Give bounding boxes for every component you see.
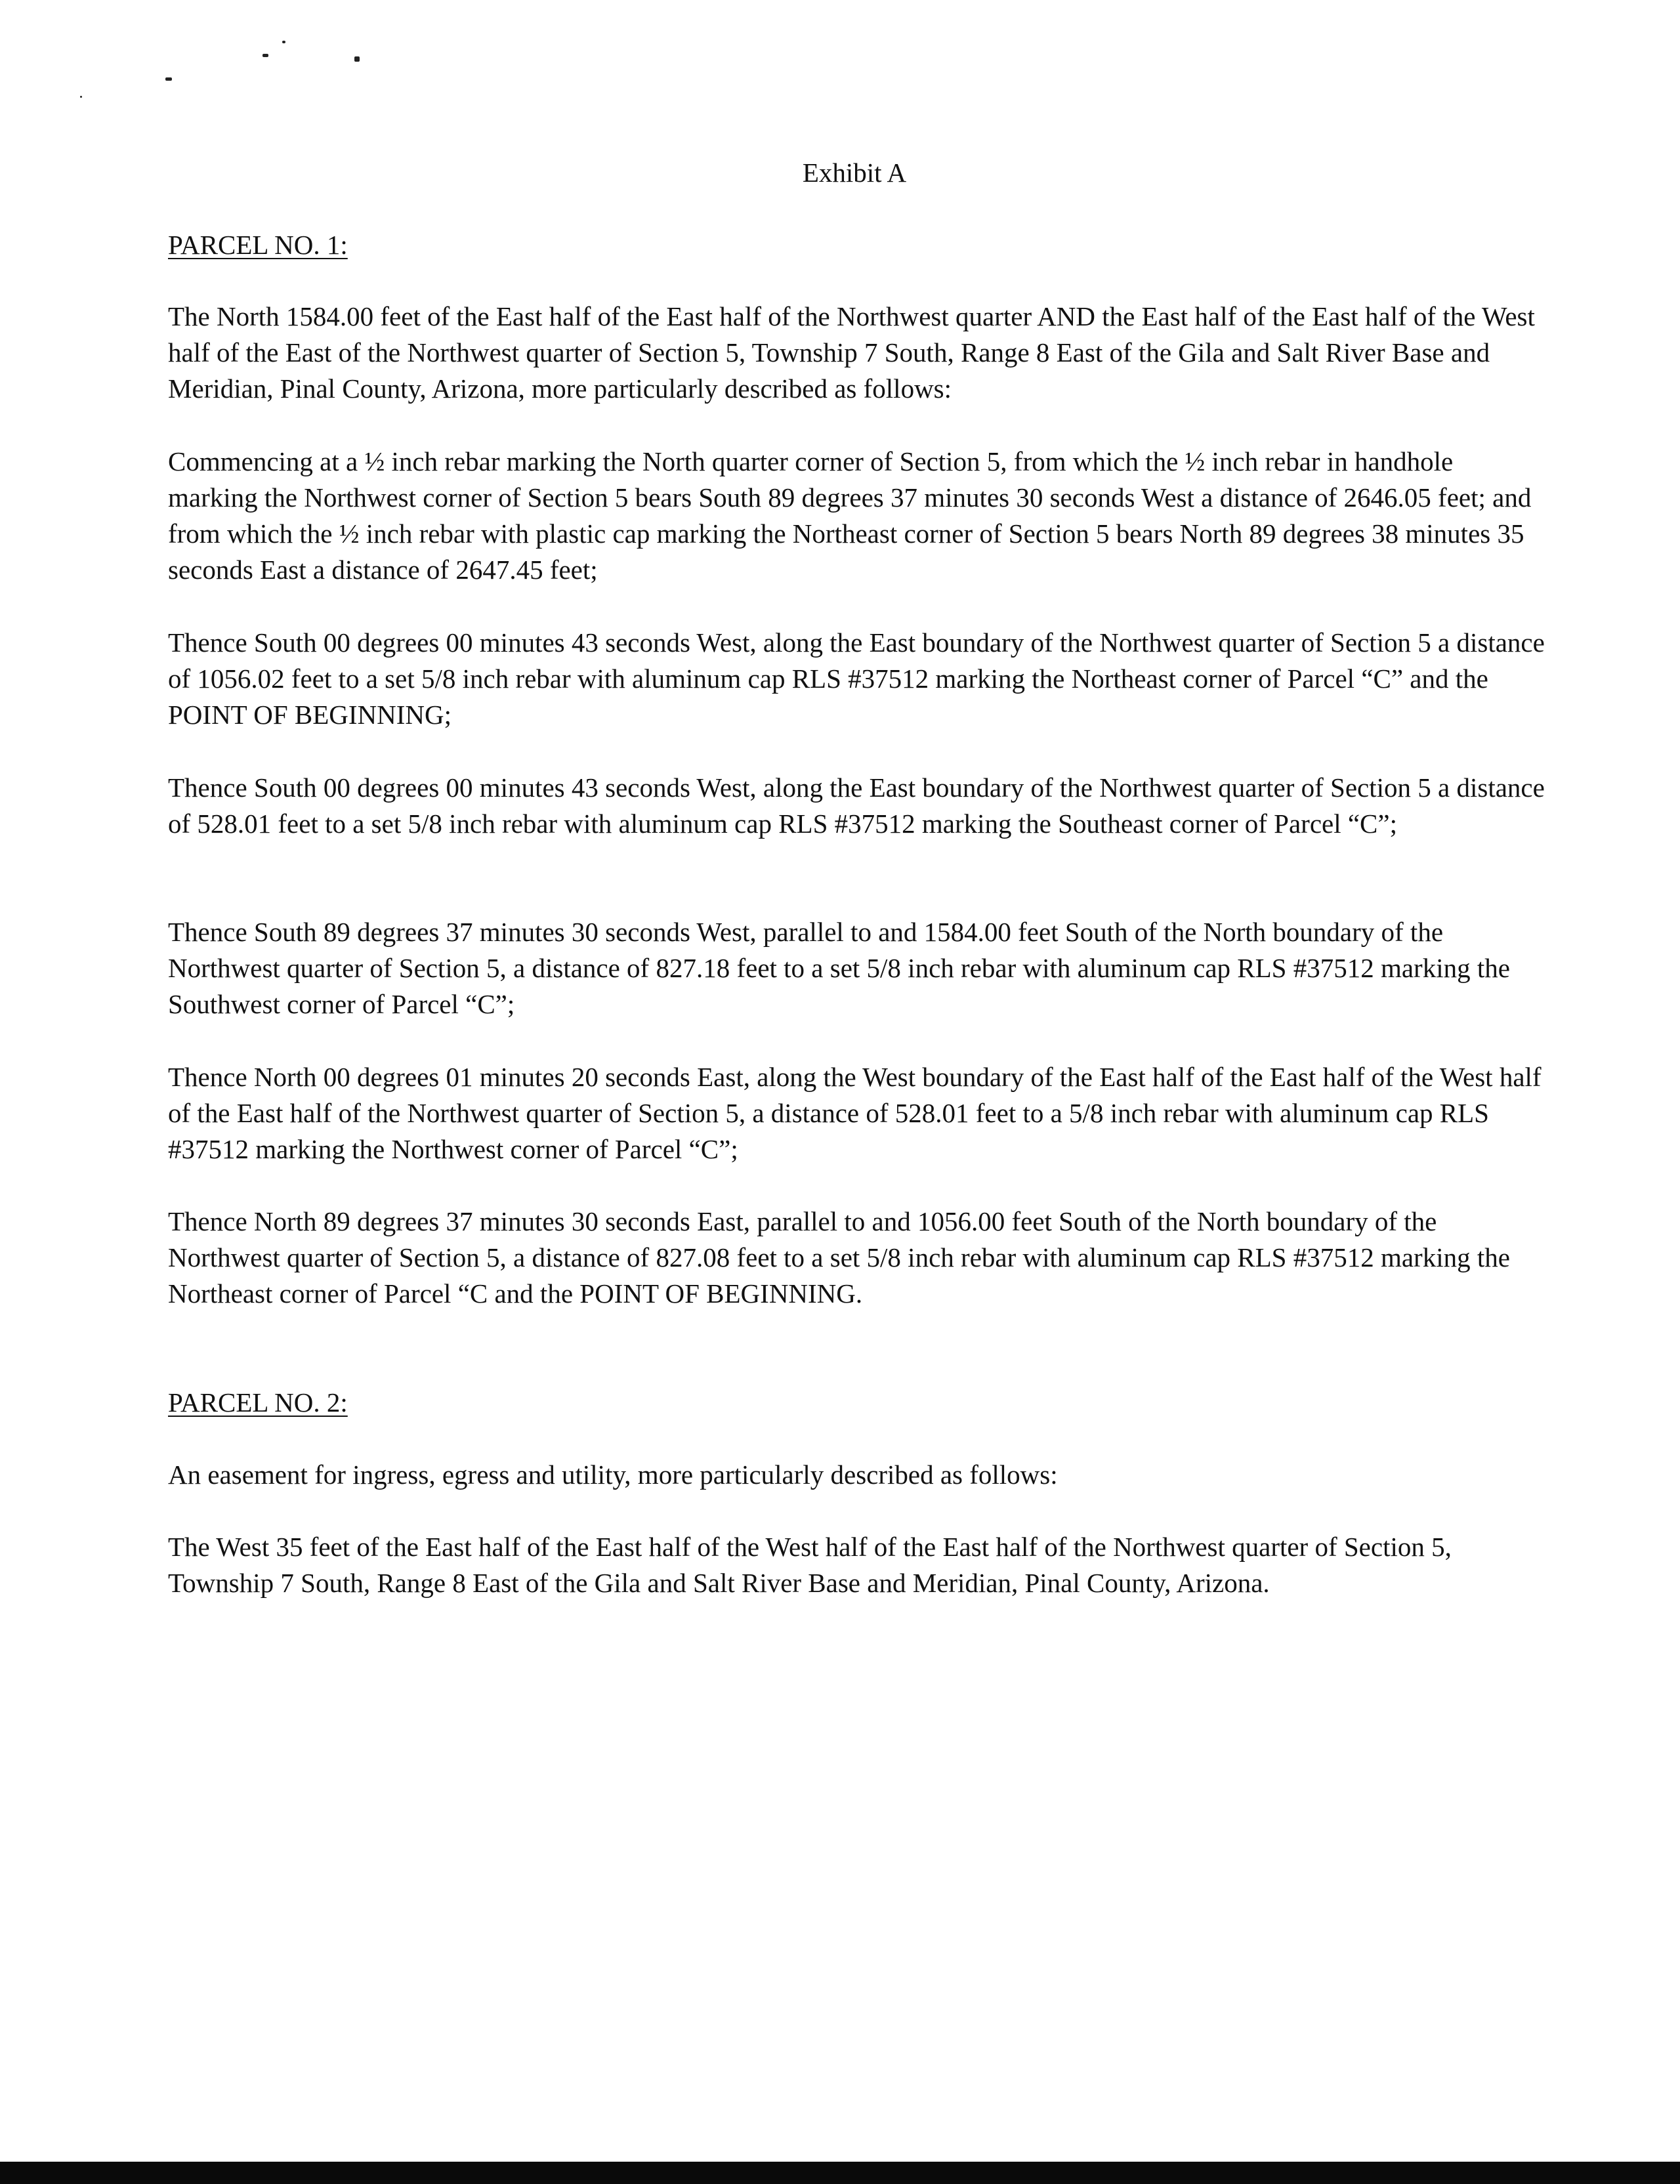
parcel-1-heading: PARCEL NO. 1: [168, 230, 348, 260]
parcel-2-paragraph: The West 35 feet of the East half of the East half of the West half of the East half of the Northwest quarter of Section 5, Township 7 South, Range 8 East of the Gila and Salt River Base and Meridian, Pinal County, Arizona. [168, 1532, 1452, 1598]
parcel-1-paragraph: The North 1584.00 feet of the East half of the East half of the Northwest quarter AND the East half of the East half of the West half of the East of the Northwest quarter of Section 5, Township 7 South, Range 8 East of the Gila and Salt River Base and Meridian, Pinal County, Arizona, more particularly described as follows: [168, 301, 1535, 404]
parcel-2-heading: PARCEL NO. 2: [168, 1387, 348, 1418]
parcel-2-paragraph: An easement for ingress, egress and utility, more particularly described as follows: [168, 1460, 1058, 1490]
scan-speck [80, 96, 82, 98]
scan-bottom-edge [0, 2162, 1680, 2184]
parcel-1-paragraph: Thence North 89 degrees 37 minutes 30 seconds East, parallel to and 1056.00 feet South of the North boundary of the Northwest quarter of Section 5, a distance of 827.08 feet to a set 5/8 inch rebar with aluminum cap RLS #37512 marking the Northeast corner of Parcel “C and the POINT OF BEGINNING. [168, 1206, 1510, 1309]
scan-speck [262, 54, 268, 57]
parcel-1-paragraph: Thence South 00 degrees 00 minutes 43 seconds West, along the East boundary of the Northwest quarter of Section 5 a distance of 1056.02 feet to a set 5/8 inch rebar with aluminum cap RLS #37512 marking the Northeast corner of Parcel “C” and the POINT OF BEGINNING; [168, 627, 1545, 730]
document-title: Exhibit A [802, 158, 907, 188]
scan-speck [165, 77, 172, 81]
parcel-1-paragraph: Thence South 89 degrees 37 minutes 30 seconds West, parallel to and 1584.00 feet South of the North boundary of the Northwest quarter of Section 5, a distance of 827.18 feet to a set 5/8 inch rebar with aluminum cap RLS #37512 marking the Southwest corner of Parcel “C”; [168, 917, 1510, 1019]
parcel-1-paragraph: Thence South 00 degrees 00 minutes 43 seconds West, along the East boundary of the Northwest quarter of Section 5 a distance of 528.01 feet to a set 5/8 inch rebar with aluminum cap RLS #37512 marking the Southeast corner of Parcel “C”; [168, 772, 1545, 839]
scan-speck [354, 56, 360, 62]
parcel-1-paragraph: Commencing at a ½ inch rebar marking the North quarter corner of Section 5, from which the ½ inch rebar in handhole marking the Northwest corner of Section 5 bears South 89 degrees 37 minutes 30 seconds West a distance of 2646.05 feet; and from which the ½ inch rebar with plastic cap marking the Northeast corner of Section 5 bears North 89 degrees 38 minutes 35 seconds East a distance of 2647.45 feet; [168, 446, 1532, 585]
scan-speck [282, 41, 285, 43]
parcel-1-paragraph: Thence North 00 degrees 01 minutes 20 seconds East, along the West boundary of the East half of the East half of the West half of the East half of the Northwest quarter of Section 5, a distance of 528.01 feet to a 5/8 inch rebar with aluminum cap RLS #37512 marking the Northwest corner of Parcel “C”; [168, 1062, 1542, 1164]
